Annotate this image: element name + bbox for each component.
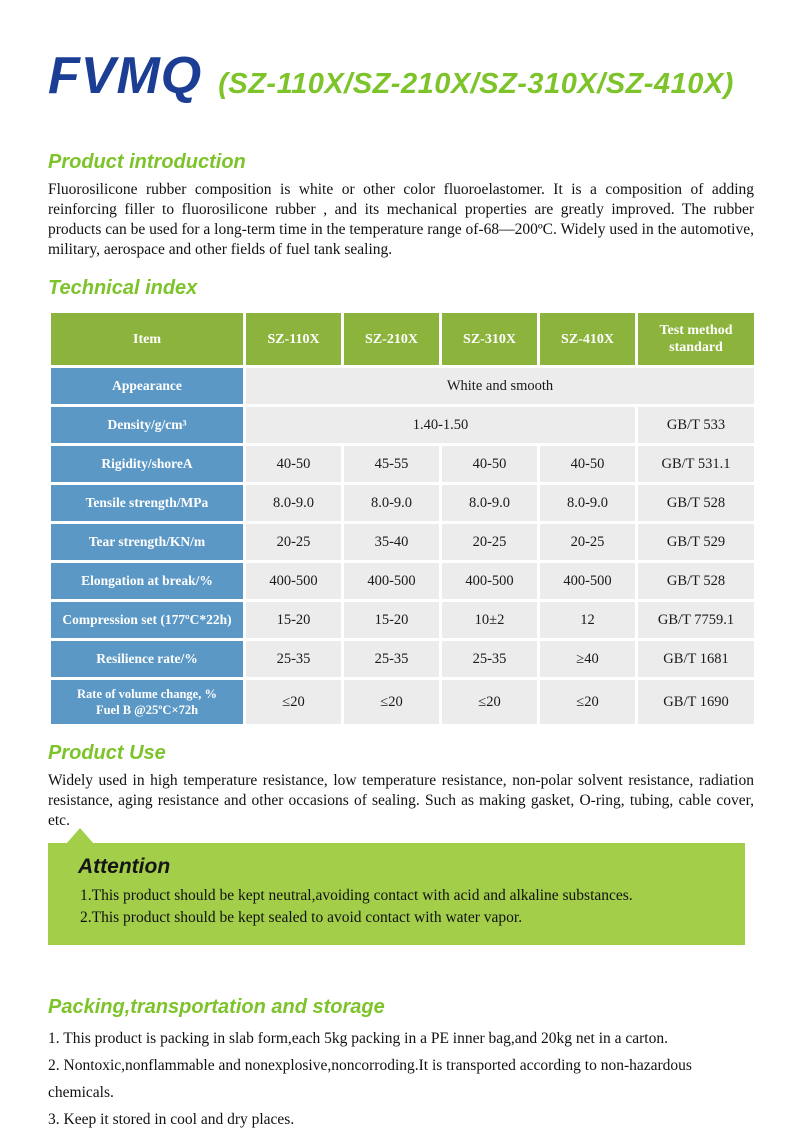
cell-value: 15-20	[245, 601, 343, 640]
table-row	[50, 484, 756, 523]
cell-value: 20-25	[441, 523, 539, 562]
row-label-appearance: Appearance	[50, 367, 245, 406]
cell-value: 40-50	[539, 445, 637, 484]
cell-value: ≤20	[343, 679, 441, 726]
column-header-item: Item	[50, 312, 245, 367]
cell-value: 25-35	[245, 640, 343, 679]
model-list: (SZ-110X/SZ-210X/SZ-310X/SZ-410X)	[218, 68, 734, 100]
cell-value: 25-35	[441, 640, 539, 679]
cell-standard: GB/T 533	[637, 406, 756, 445]
cell-value: 40-50	[441, 445, 539, 484]
product-use-paragraph: Widely used in high temperature resistance, low temperature resistance, non-polar solvent resistance, radiation resistance, aging resistance and other occasions of sealing. Such as making gasket, O-ring, tubing, cable cover, etc.	[48, 772, 754, 829]
row-label-line1: Rate of volume change, %	[77, 687, 217, 701]
section-heading-introduction: Product introduction	[48, 151, 246, 173]
table-row	[50, 640, 756, 679]
packing-item-3: 3. Keep it stored in cool and dry places.	[48, 1111, 295, 1128]
cell-value: ≤20	[539, 679, 637, 726]
datasheet-page	[0, 47, 800, 1133]
attention-callout	[48, 843, 745, 945]
cell-standard: GB/T 1681	[637, 640, 756, 679]
attention-item-1: 1.This product should be kept neutral,avoiding contact with acid and alkaline substances.	[80, 887, 633, 904]
column-header-sz210x: SZ-210X	[343, 312, 441, 367]
page-title	[48, 47, 754, 105]
cell-value: ≤20	[245, 679, 343, 726]
cell-value: 8.0-9.0	[343, 484, 441, 523]
brand-name: FVMQ	[48, 47, 203, 105]
section-heading-product-use: Product Use	[48, 742, 166, 764]
row-label-compression-set: Compression set (177ºC*22h)	[50, 601, 245, 640]
column-header-sz410x: SZ-410X	[539, 312, 637, 367]
column-header-sz310x: SZ-310X	[441, 312, 539, 367]
packing-item-1: 1. This product is packing in slab form,each 5kg packing in a PE inner bag,and 20kg net in a carton.	[48, 1030, 668, 1047]
cell-value: 20-25	[245, 523, 343, 562]
row-label-density: Density/g/cm³	[50, 406, 245, 445]
row-label-tensile-strength: Tensile strength/MPa	[50, 484, 245, 523]
cell-value: ≥40	[539, 640, 637, 679]
cell-value: 20-25	[539, 523, 637, 562]
cell-value: 15-20	[343, 601, 441, 640]
cell-value: 10±2	[441, 601, 539, 640]
row-label-volume-change	[50, 679, 245, 726]
row-label-rigidity: Rigidity/shoreA	[50, 445, 245, 484]
cell-standard: GB/T 529	[637, 523, 756, 562]
cell-value: 40-50	[245, 445, 343, 484]
section-heading-packing: Packing,transportation and storage	[48, 996, 385, 1018]
cell-value: 12	[539, 601, 637, 640]
cell-value: 8.0-9.0	[539, 484, 637, 523]
cell-standard: GB/T 1690	[637, 679, 756, 726]
table-row	[50, 679, 756, 726]
row-label-tear-strength: Tear strength/KN/m	[50, 523, 245, 562]
row-label-resilience-rate: Resilience rate/%	[50, 640, 245, 679]
table-row	[50, 406, 756, 445]
packing-item-2: 2. Nontoxic,nonflammable and nonexplosive,noncorroding.It is transported according to non-hazardous chemicals.	[48, 1057, 692, 1101]
attention-heading: Attention	[78, 855, 171, 878]
cell-value: 8.0-9.0	[441, 484, 539, 523]
table-row	[50, 445, 756, 484]
attention-item-2: 2.This product should be kept sealed to avoid contact with water vapor.	[80, 909, 523, 926]
callout-pointer-triangle	[66, 828, 94, 844]
cell-value: 400-500	[441, 562, 539, 601]
row-label-elongation: Elongation at break/%	[50, 562, 245, 601]
table-header-row	[50, 312, 756, 367]
packing-list	[48, 1025, 754, 1133]
column-header-test-method: Test method standard	[637, 312, 756, 367]
introduction-paragraph: Fluorosilicone rubber composition is white or other color fluoroelastomer. It is a composition of adding reinforcing filler to fluorosilicone rubber , and its mechanical properties are greatly improved. The rubber products can be used for a long-term time in the temperature range of-68—200ºC. Widely used in the automotive, military, aerospace and other fields of fuel tank sealing.	[48, 181, 754, 258]
cell-value: 25-35	[343, 640, 441, 679]
table-row	[50, 367, 756, 406]
cell-standard: GB/T 528	[637, 484, 756, 523]
cell-value: 8.0-9.0	[245, 484, 343, 523]
table-row	[50, 523, 756, 562]
cell-value: White and smooth	[245, 367, 756, 406]
table-row	[50, 562, 756, 601]
column-header-sz110x: SZ-110X	[245, 312, 343, 367]
cell-standard: GB/T 528	[637, 562, 756, 601]
row-label-line2: Fuel B @25ºC×72h	[95, 703, 199, 717]
cell-value: 400-500	[343, 562, 441, 601]
cell-value: 400-500	[245, 562, 343, 601]
table-row	[50, 601, 756, 640]
cell-value: 45-55	[343, 445, 441, 484]
cell-value: ≤20	[441, 679, 539, 726]
cell-standard: GB/T 531.1	[637, 445, 756, 484]
cell-standard: GB/T 7759.1	[637, 601, 756, 640]
attention-box	[48, 843, 745, 945]
section-heading-technical-index: Technical index	[48, 277, 198, 299]
cell-value: 1.40-1.50	[245, 406, 637, 445]
cell-value: 35-40	[343, 523, 441, 562]
technical-index-table	[48, 310, 757, 727]
cell-value: 400-500	[539, 562, 637, 601]
